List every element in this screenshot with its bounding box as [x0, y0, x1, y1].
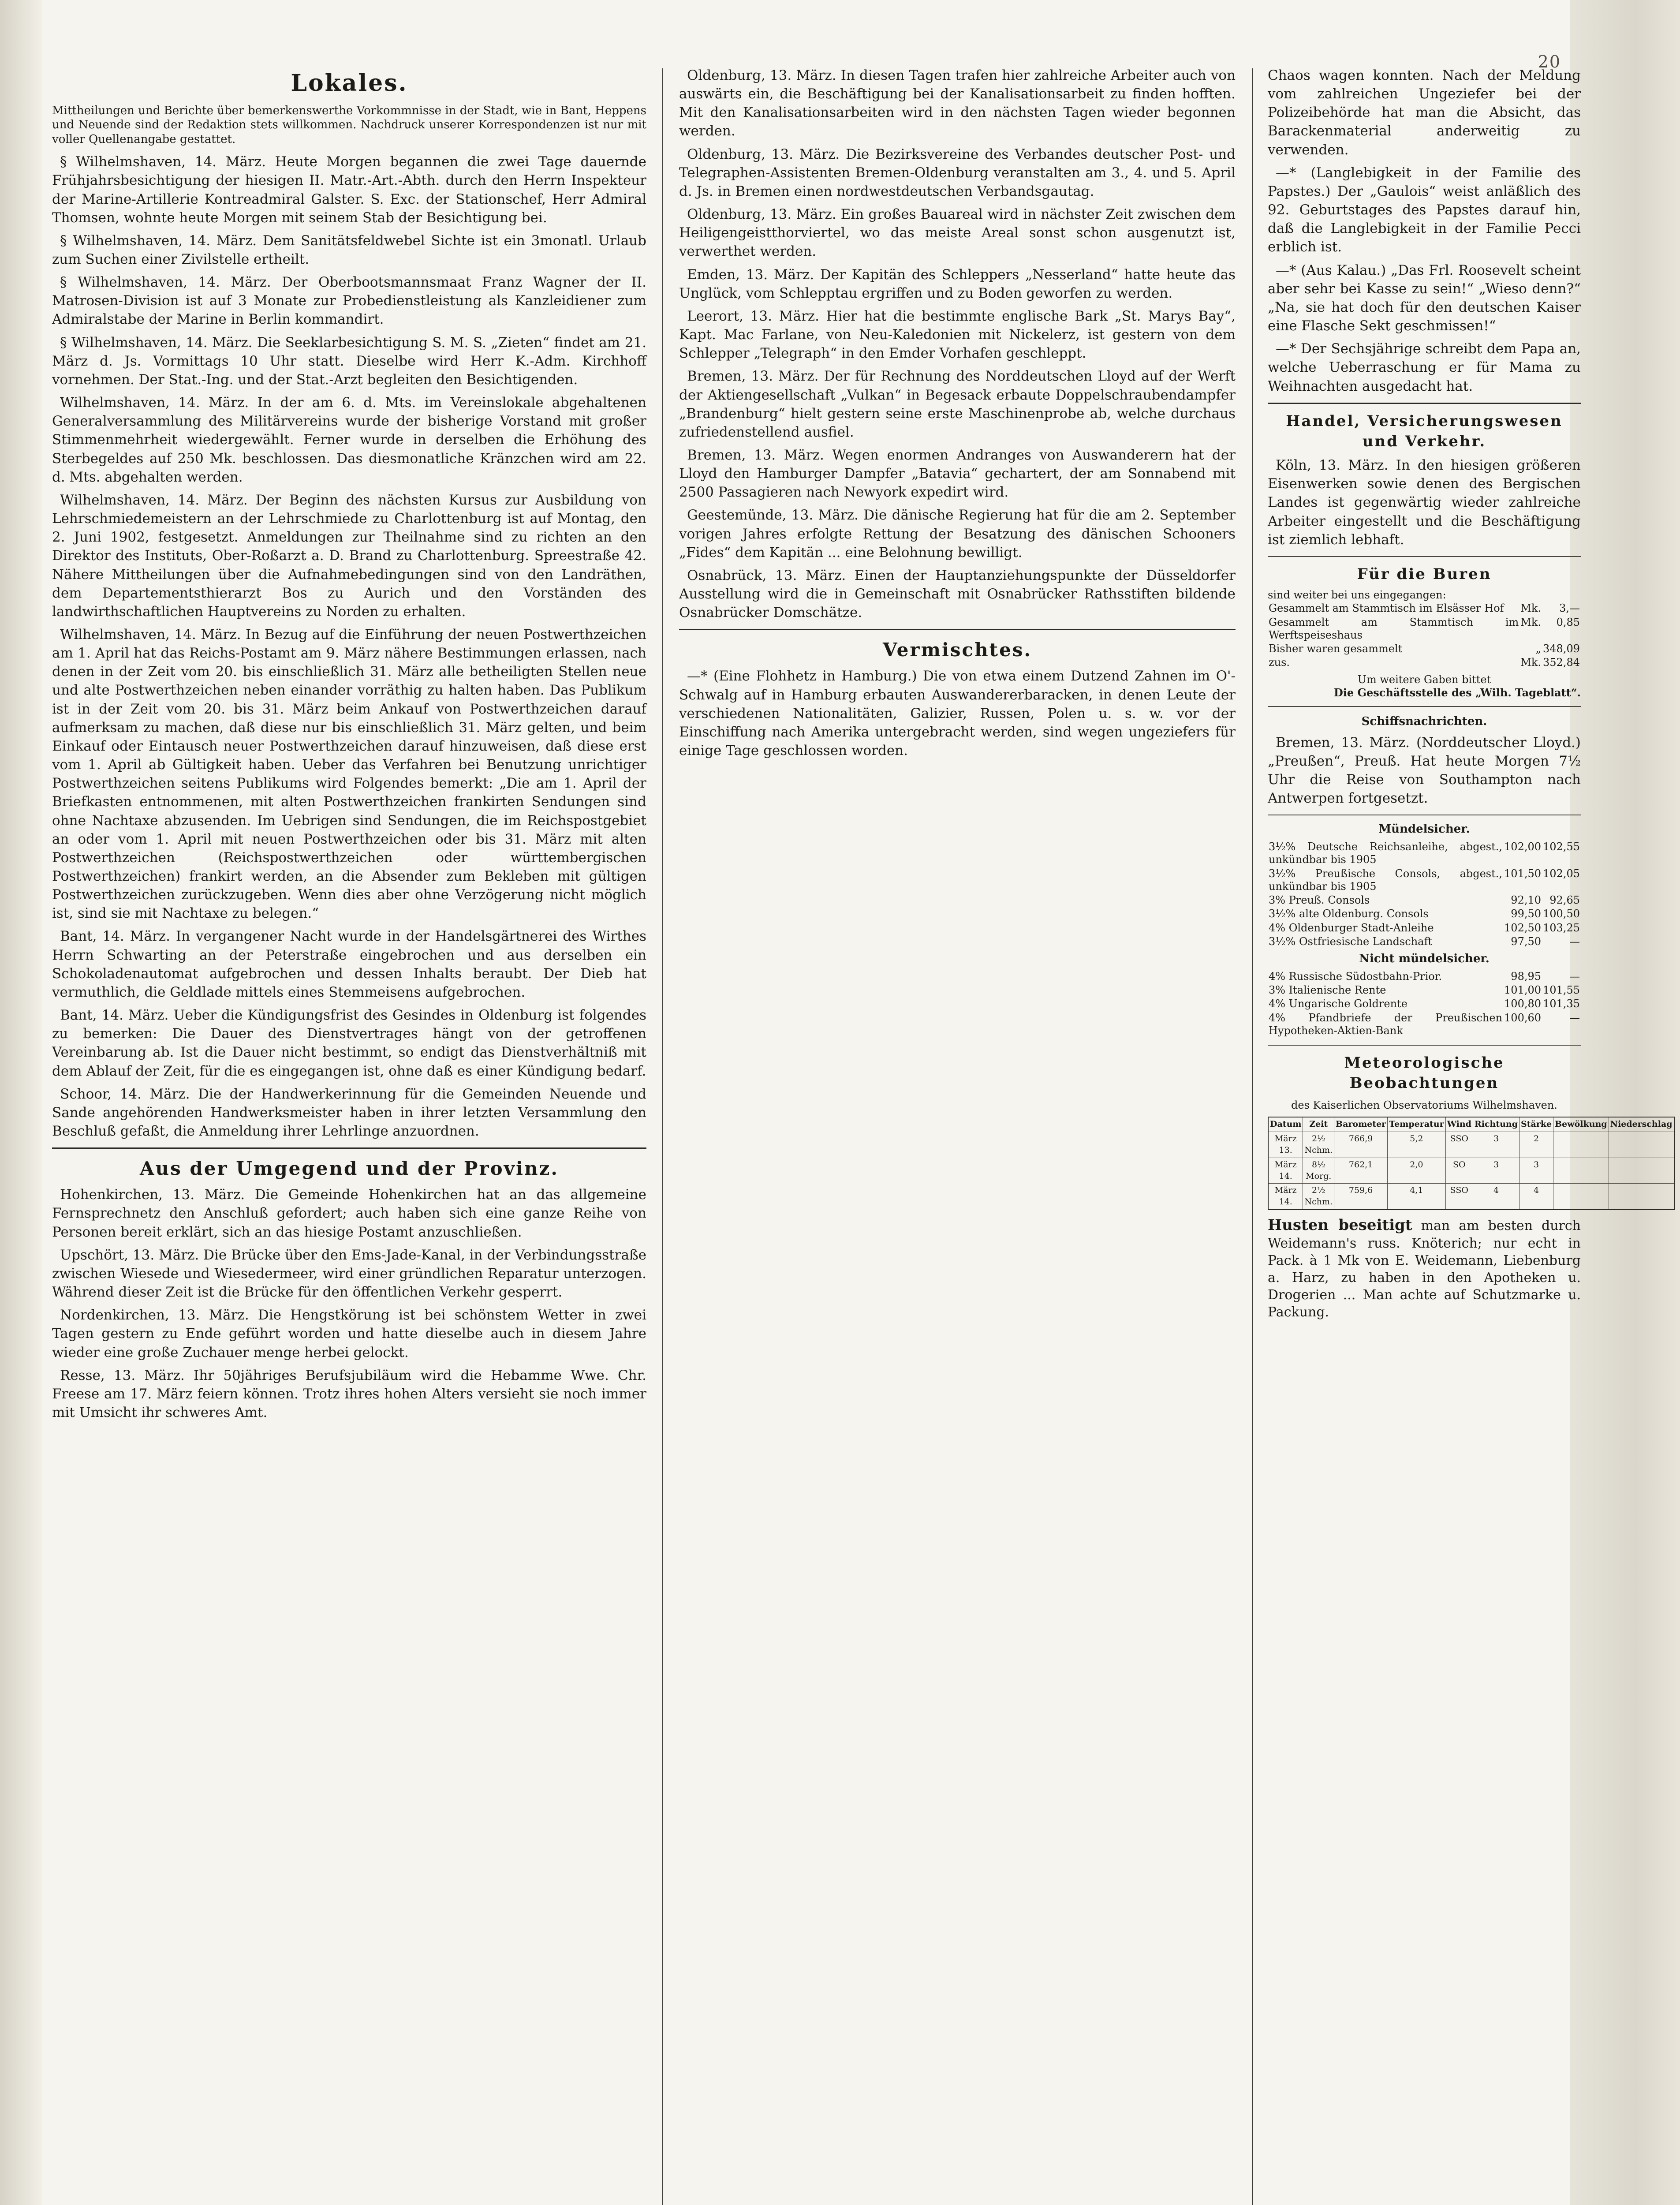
column-divider-2	[1252, 68, 1253, 2205]
page-number: 20	[1538, 52, 1561, 71]
local-news-item: § Wilhelmshaven, 14. März. Der Oberbootsmannsmaat Franz Wagner der II. Matrosen-Division ist auf 3 Monate zur Probedienstleistung als Kanzleidiener zum Admiralstabe der Marine in Berlin kommandirt.	[52, 274, 646, 328]
weather-cell: März 14.	[1268, 1184, 1303, 1210]
column-2	[679, 66, 1236, 2205]
weather-header: Stärke	[1519, 1117, 1553, 1132]
cough-ad	[1268, 1215, 1581, 1321]
fund-label: Bisher waren gesammelt	[1269, 643, 1403, 655]
stock-table	[1268, 840, 1581, 949]
weather-cell: 4	[1473, 1184, 1519, 1210]
stock-label: 4% Oldenburger Stadt-Anleihe	[1269, 921, 1434, 934]
weather-cell: 3	[1519, 1158, 1553, 1184]
column-divider-1	[662, 68, 663, 2205]
weather-cell: 8½ Morg.	[1303, 1158, 1334, 1184]
stock-label: 3½% Preußische Consols, abgest., unkündbar bis 1905	[1269, 867, 1503, 893]
table-row	[1268, 602, 1581, 615]
region-news-item: Resse, 13. März. Ihr 50jähriges Berufsjubiläum wird die Hebamme Wwe. Chr. Freese am 17. März feiern können. Trotz ihres hohen Alters versieht sie noch immer mit Umsicht ihr schweres Amt.	[52, 1367, 646, 1421]
weather-cell: 2,0	[1388, 1158, 1445, 1184]
table-row	[1268, 893, 1581, 907]
weather-header: Richtung	[1473, 1117, 1519, 1132]
weather-cell: 4,1	[1388, 1184, 1445, 1210]
stock-label: 3½% alte Oldenburg. Consols	[1269, 908, 1429, 920]
ad-text: man am besten durch Weidemann's russ. Knöterich; nur echt in Pack. à 1 Mk von E. Weidemann, Liebenburg a. Harz, zu haben in den Apotheken u. Drogerien ... Man achte auf Schutzmarke u. Packung.	[1268, 1218, 1581, 1320]
section-rule	[1268, 403, 1581, 404]
local-news-item: § Wilhelmshaven, 14. März. Die Seeklarbesichtigung S. M. S. „Zieten“ findet am 21. März d. Js. Vormittags 10 Uhr statt. Dieselbe wird Herr K.-Adm. Kirchhoff vornehmen. Der Stat.-Ing. und der Stat.-Arzt begleiten den Besichtigenden.	[52, 334, 646, 388]
weather-cell: SSO	[1445, 1132, 1473, 1158]
fund-signature: Die Geschäftsstelle des „Wilh. Tageblatt“.	[1333, 686, 1581, 699]
table-row	[1268, 983, 1581, 997]
weather-subtitle: des Kaiserlichen Observatoriums Wilhelmshaven.	[1291, 1099, 1557, 1111]
section-rule	[1268, 1045, 1581, 1046]
section-rule	[52, 1147, 646, 1149]
weather-row	[1268, 1132, 1674, 1158]
fund-label: Gesammelt am Stammtisch im Elsässer Hof	[1269, 602, 1504, 615]
fund-currency: Mk.	[1520, 602, 1542, 615]
local-news-title: Lokales.	[291, 70, 408, 97]
weather-cell: 2½ Nchm.	[1303, 1184, 1334, 1210]
trade-title: Handel, Versicherungswesen und Verkehr.	[1286, 412, 1563, 450]
local-news-item: Wilhelmshaven, 14. März. Der Beginn des nächsten Kursus zur Ausbildung von Lehrschmiedemeistern an der Lehrschmiede zu Charlottenburg ist auf Montag, den 2. Juni 1902, festgesetzt. Anmeldungen zur Theilnahme sind zu richten an den Direktor des Instituts, Ober-Roßarzt a. D. Brand zu Charlottenburg. Spreestraße 42. Nähere Mittheilungen über die Aufnahmebedingungen sind von den Landräthen, dem Departementsthierarzt Bos zu Aurich und den Vorständen des landwirthschaftlichen Hauptvereins zu Norden zu erhalten.	[52, 492, 646, 620]
section-rule	[1268, 706, 1581, 707]
weather-cell: 762,1	[1334, 1158, 1388, 1184]
region-news-title: Aus der Umgegend und der Provinz.	[140, 1158, 559, 1180]
regional-report: Emden, 13. März. Der Kapitän des Schleppers „Nesserland“ hatte heute das Unglück, vom Schlepptau ergriffen und zu Boden geworfen zu werden.	[679, 266, 1236, 301]
boer-fund-rows	[1268, 602, 1581, 669]
ad-title: Husten beseitigt	[1268, 1216, 1412, 1234]
fund-currency: „	[1535, 643, 1542, 655]
weather-title: Meteorologische Beobachtungen	[1344, 1054, 1505, 1092]
stock-bid: 102,50	[1504, 921, 1542, 934]
region-news-item: Upschört, 13. März. Die Brücke über den Ems-Jade-Kanal, in der Verbindungsstraße zwischen Wiesede und Wiesedermeer, wird einer gründlichen Reparatur unterzogen. Während dieser Zeit ist die Brücke für den öffentlichen Verkehr gesperrt.	[52, 1247, 646, 1301]
weather-header: Niederschlag	[1609, 1117, 1674, 1132]
trade-text: Köln, 13. März. In den hiesigen größeren Eisenwerken sowie denen des Bergischen Landes ist gegenwärtig wieder zahlreiche Arbeiter eingestellt und die Beschäftigung ist ziemlich lebhaft.	[1268, 457, 1581, 548]
section-rule	[1268, 556, 1581, 557]
stock-ask: —	[1569, 935, 1580, 948]
local-news-item: Schoor, 14. März. Die der Handwerkerinnung für die Gemeinden Neuende und Sande angehörenden Handwerksmeister haben in ihrer letzten Versammlung den Beschluß gefaßt, die Anmeldung ihrer Lehrlinge anzuordnen.	[52, 1086, 646, 1140]
weather-cell	[1609, 1158, 1674, 1184]
stock-label: 3½% Deutsche Reichsanleihe, abgest., unkündbar bis 1905	[1269, 840, 1503, 866]
weather-cell: 4	[1519, 1184, 1553, 1210]
table-row	[1268, 935, 1581, 949]
table-row	[1268, 642, 1581, 656]
local-news-item: § Wilhelmshaven, 14. März. Dem Sanitätsfeldwebel Sichte ist ein 3monatl. Urlaub zum Suchen einer Zivilstelle ertheilt.	[52, 232, 646, 267]
weather-row	[1268, 1158, 1674, 1184]
weather-header: Zeit	[1303, 1117, 1334, 1132]
weather-cell	[1609, 1184, 1674, 1210]
weather-table	[1268, 1117, 1675, 1210]
stock-ask: 100,50	[1543, 908, 1580, 920]
local-news-item: Bant, 14. März. In vergangener Nacht wurde in der Handelsgärtnerei des Wirthes Herrn Schwarting an der Peterstraße eingebrochen und aus derselben ein Schokoladenautomat aufgebrochen und dessen Inhalts beraubt. Der Dieb hat vermuthlich, die Geldlade mittels eines Stemmeisens aufgebrochen.	[52, 928, 646, 1000]
table-row	[1268, 997, 1581, 1011]
weather-cell	[1553, 1184, 1609, 1210]
weather-row	[1268, 1184, 1674, 1210]
stock-ask: 103,25	[1543, 921, 1580, 934]
shipping-title: Schiffsnachrichten.	[1361, 715, 1487, 729]
weather-cell: 3	[1473, 1158, 1519, 1184]
continued-article: Chaos wagen konnten. Nach der Meldung vom zahlreichen Ungeziefer bei der Polizeibehörde hat man die Absicht, das Barackenmaterial anderweitig zu verwenden.	[1268, 67, 1581, 158]
weather-cell: 766,9	[1334, 1132, 1388, 1158]
stock-ask: 101,55	[1543, 984, 1580, 997]
table-row	[1268, 921, 1581, 935]
boer-fund-intro: sind weiter bei uns eingegangen:	[1268, 589, 1446, 602]
stock-bid: 101,00	[1504, 984, 1542, 997]
stock-bid: 101,50	[1504, 867, 1542, 880]
regional-report: Oldenburg, 13. März. Ein großes Bauareal wird in nächster Zeit zwischen dem Heiligengeistthorviertel, wo das meiste Areal sonst schon ausgenutzt ist, verwerthet werden.	[679, 206, 1236, 260]
stock-table-section	[1268, 822, 1581, 1038]
right-scan-edge	[1570, 0, 1680, 2205]
misc-item: —* (Eine Flohhetz in Hamburg.) Die von etwa einem Dutzend Zahnen im O'-Schwalg auf in Hamburg erbauten Auswandererbaracken, in denen Leute der verschiedenen Nationalitäten, Galizier, Russen, Polen u. s. w. vor der Einschiffung nach Amerika untergebracht werden, sind wegen ungeziefers für einige Tage geschlossen worden.	[679, 668, 1236, 759]
fund-amount: 348,09	[1543, 643, 1580, 655]
weather-header: Datum	[1268, 1117, 1303, 1132]
regional-report: Geestemünde, 13. März. Die dänische Regierung hat für die am 2. September vorigen Jahres erfolgte Rettung der Besatzung des dänischen Schooners „Fides“ dem Kapitän ... eine Belohnung bewilligt.	[679, 507, 1236, 561]
stock-title-2: Nicht mündelsicher.	[1359, 952, 1490, 966]
stock-label: 3½% Ostfriesische Landschaft	[1269, 935, 1432, 948]
column-1	[52, 66, 646, 2205]
shipping-text: Bremen, 13. März. (Norddeutscher Lloyd.) „Preußen“, Preuß. Hat heute Morgen 7½ Uhr die Reise von Southampton nach Antwerpen fortgesetzt.	[1268, 734, 1581, 807]
regional-report: Bremen, 13. März. Der für Rechnung des Norddeutschen Lloyd auf der Werft der Aktiengesellschaft „Vulkan“ in Begesack erbaute Doppelschraubendampfer „Brandenburg“ hielt gestern seine erste Maschinenprobe ab, welche durchaus zufriedenstellend ausfiel.	[679, 368, 1236, 440]
stock-label: 3% Preuß. Consols	[1269, 894, 1370, 907]
boer-fund-table	[1268, 589, 1581, 699]
stock-bid: 92,10	[1511, 894, 1542, 907]
regional-report: Oldenburg, 13. März. Die Bezirksvereine des Verbandes deutscher Post- und Telegraphen-Assistenten Bremen-Oldenburg veranstalten am 3., 4. und 5. April d. Js. in Bremen einen nordwestdeutschen Verbandsgautag.	[679, 146, 1236, 199]
section-rule	[679, 629, 1236, 630]
fund-amount: 352,84	[1543, 656, 1580, 669]
weather-cell: SSO	[1445, 1184, 1473, 1210]
weather-header: Bewölkung	[1553, 1117, 1609, 1132]
table-row	[1268, 616, 1581, 643]
fund-currency: Mk.	[1520, 616, 1542, 628]
misc-note: —* (Aus Kalau.) „Das Frl. Roosevelt scheint aber sehr bei Kasse zu sein!“ „Wieso denn?“ „Na, sie hat doch für den deutschen Kaiser eine Flasche Sekt geschmissen!“	[1268, 262, 1581, 334]
boer-fund-title: Für die Buren	[1357, 565, 1492, 583]
misc-note: —* (Langlebigkeit in der Familie des Papstes.) Der „Gaulois“ weist anläßlich des 92. Geburtstages des Papstes darauf hin, daß die Langlebigkeit in der Familie Pecci erblich ist.	[1268, 164, 1581, 255]
weather-cell: 5,2	[1388, 1132, 1445, 1158]
fund-label: zus.	[1269, 656, 1290, 669]
weather-cell	[1609, 1132, 1674, 1158]
table-row	[1268, 840, 1581, 867]
weather-header: Barometer	[1334, 1117, 1388, 1132]
local-news-item: Bant, 14. März. Ueber die Kündigungsfrist des Gesindes in Oldenburg ist folgendes zu bemerken: Die Dauer des Dienstvertrages hängt von der getroffenen Vereinbarung ab. Ist die Dauer nicht bestimmt, so endigt das Dienstverhältniß mit dem Ablauf der Zeit, für die es eingegangen ist, ohne daß es einer Kündigung bedarf.	[52, 1007, 646, 1079]
fund-currency: Mk.	[1520, 656, 1542, 669]
weather-cell: 2	[1519, 1132, 1553, 1158]
regional-report: Leerort, 13. März. Hier hat die bestimmte englische Bark „St. Marys Bay“, Kapt. Mac Farlane, von Neu-Kaledonien mit Nickelerz, ist gestern von dem Schlepper „Telegraph“ in den Emder Vorhafen geschleppt.	[679, 308, 1236, 362]
region-news-item: Hohenkirchen, 13. März. Die Gemeinde Hohenkirchen hat an das allgemeine Fernsprechnetz den Anschluß gefordert; auch haben sich eine ganze Reihe von Personen bereit erklärt, sich an das hiesige Postamt anzuschließen.	[52, 1187, 646, 1240]
weather-cell: 2½ Nchm.	[1303, 1132, 1334, 1158]
left-paper-edge	[0, 0, 42, 2205]
stock-ask: 102,05	[1543, 867, 1580, 880]
table-row	[1268, 656, 1581, 669]
fund-amount: 3,—	[1559, 602, 1580, 615]
table-row	[1268, 1011, 1581, 1038]
stock-ask: —	[1569, 970, 1580, 983]
weather-header-row	[1268, 1117, 1674, 1132]
regional-report: Osnabrück, 13. März. Einen der Hauptanziehungspunkte der Düsseldorfer Ausstellung wird die in Gemeinschaft mit Osnabrücker Rathsstiften bildende Osnabrücker Domschätze.	[679, 567, 1236, 621]
regional-report: Oldenburg, 13. März. In diesen Tagen trafen hier zahlreiche Arbeiter auch von auswärts ein, die Beschäftigung bei der Kanalisationsarbeit zu finden hofften. Mit den Kanalisationsarbeiten wird in den nächsten Tagen wieder begonnen werden.	[679, 67, 1236, 139]
regional-report: Bremen, 13. März. Wegen enormen Andranges von Auswanderern hat der Lloyd den Hamburger Dampfer „Batavia“ gechartert, der am Sonnabend mit 2500 Passagieren nach Newyork expedirt wird.	[679, 447, 1236, 501]
misc-title: Vermischtes.	[882, 639, 1032, 661]
misc-note: —* Der Sechsjährige schreibt dem Papa an, welche Ueberraschung er für Mama zu Weihnachten ausgedacht hat.	[1268, 341, 1581, 394]
stock-bid: 99,50	[1511, 908, 1542, 920]
local-news-item: Wilhelmshaven, 14. März. In der am 6. d. Mts. im Vereinslokale abgehaltenen Generalversammlung des Militärvereins wurde der bisherige Vorstand mit großer Stimmenmehrheit wiedergewählt. Ferner wurde in derselben die Erhöhung des Sterbegeldes auf 250 Mk. beschlossen. Das diesmonatliche Kränzchen wird am 22. d. Mts. abgehalten werden.	[52, 395, 646, 485]
stock-bid: 97,50	[1511, 935, 1542, 948]
stock-bid: 100,60	[1504, 1011, 1542, 1024]
fund-amount: 0,85	[1556, 616, 1580, 628]
stock-title: Mündelsicher.	[1378, 822, 1470, 836]
weather-header: Wind	[1445, 1117, 1473, 1132]
stock-bid: 100,80	[1504, 998, 1542, 1010]
stock-table-2	[1268, 970, 1581, 1038]
fund-label: Gesammelt am Stammtisch im Werftspeiseshaus	[1269, 616, 1519, 641]
weather-header: Temperatur	[1388, 1117, 1445, 1132]
weather-cell: März 13.	[1268, 1132, 1303, 1158]
stock-label: 4% Russische Südostbahn-Prior.	[1269, 970, 1442, 983]
stock-label: 4% Ungarische Goldrente	[1269, 998, 1407, 1010]
region-news-item: Nordenkirchen, 13. März. Die Hengstkörung ist bei schönstem Wetter in zwei Tagen gestern zu Ende geführt worden und hatte dieselbe auch in diesem Jahre wieder eine große Zuchauer menge herbei gelockt.	[52, 1307, 646, 1360]
table-row	[1268, 970, 1581, 983]
stock-ask: 92,65	[1549, 894, 1580, 907]
stock-bid: 102,00	[1504, 840, 1542, 853]
stock-bid: 98,95	[1511, 970, 1542, 983]
local-news-item: Wilhelmshaven, 14. März. In Bezug auf die Einführung der neuen Postwerthzeichen am 1. April hat das Reichs-Postamt am 9. März nähere Bestimmungen erlassen, nach denen in der Zeit vom 20. bis einschließlich 31. März alle betheiligten Stellen neue und alte Postwerthzeichen neben einander vorräthig zu halten haben. Das Publikum ist in der Zeit vom 20. bis 31. März beim Ankauf von Postwerthzeichen darauf aufmerksam zu machen, daß diese nur bis einschließlich 31. März gelten, und beim Einkauf oder Eintausch neuer Postwerthzeichen darauf hinzuweisen, daß diese erst vom 1. April ab Gültigkeit haben. Ueber das Verfahren bei Benutzung unrichtiger Postwerthzeichen seitens Publikums wird Folgendes bemerkt: „Die am 1. April der Briefkasten entnommenen, mit alten Postwerthzeichen frankirten Sendungen sind ohne Nachtaxe abzusenden. Im Uebrigen sind Sendungen, die im Reichspostgebiet an oder vom 1. April mit neuen Postwerthzeichen oder bis 31. März mit alten Postwerthzeichen (Reichspostwerthzeichen oder württembergischen Postwerthzeichen) frankirt werden, an die Absender zum Bekleben mit gültigen Postwerthzeichen zurückzugeben. Wenn dies aber ohne Verzögerung nicht möglich ist, sind sie mit Nachtaxe zu belegen.“	[52, 626, 646, 922]
local-news-item: § Wilhelmshaven, 14. März. Heute Morgen begannen die zwei Tage dauernde Frühjahrsbesichtigung der hiesigen II. Matr.-Art.-Abth. durch den Herrn Inspekteur der Marine-Artillerie Kontreadmiral Galster. S. Exc. der Stationschef, Herr Admiral Thomsen, wohnte heute Morgen mit seinem Stab der Besichtigung bei.	[52, 154, 646, 226]
stock-label: 3% Italienische Rente	[1269, 984, 1386, 997]
stock-ask: 101,35	[1543, 998, 1580, 1010]
weather-cell	[1553, 1158, 1609, 1184]
weather-cell: März 14.	[1268, 1158, 1303, 1184]
weather-cell: 759,6	[1334, 1184, 1388, 1210]
weather-cell	[1553, 1132, 1609, 1158]
stock-ask: 102,55	[1543, 840, 1580, 853]
weather-cell: SO	[1445, 1158, 1473, 1184]
weather-cell: 3	[1473, 1132, 1519, 1158]
table-row	[1268, 867, 1581, 894]
local-news-intro: Mittheilungen und Berichte über bemerkenswerthe Vorkommnisse in der Stadt, wie in Bant, Heppens und Neuende sind der Redaktion stets willkommen. Nachdruck unserer Korrespondenzen ist nur mit voller Quellenangabe gestattet.	[52, 104, 646, 146]
stock-label: 4% Pfandbriefe der Preußischen Hypotheken-Aktien-Bank	[1269, 1011, 1503, 1037]
table-row	[1268, 907, 1581, 921]
fund-footer: Um weitere Gaben bittet	[1357, 673, 1491, 686]
column-3	[1268, 66, 1673, 2205]
stock-ask: —	[1569, 1011, 1580, 1024]
